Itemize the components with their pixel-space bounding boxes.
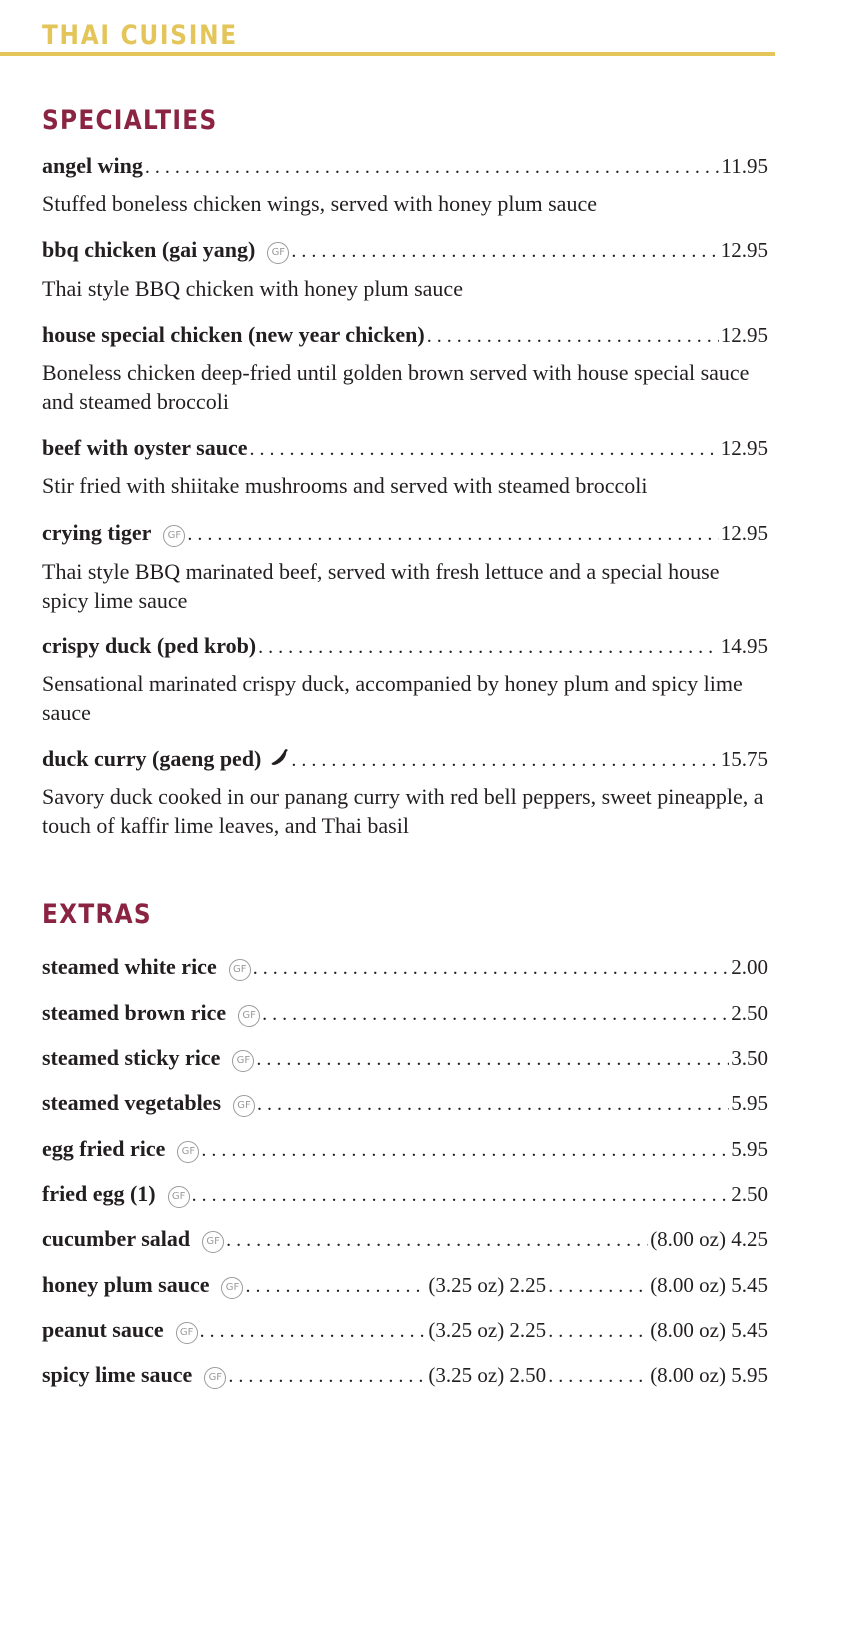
item-price: (8.00 oz) 4.25 bbox=[650, 1227, 768, 1251]
item-description: Savory duck cooked in our panang curry with red bell peppers, sweet pineapple, a touch of kaffir lime leaves, and Thai basil bbox=[42, 784, 764, 838]
item-description: Stuffed boneless chicken wings, served with honey plum sauce bbox=[42, 191, 597, 216]
dot-leader bbox=[145, 153, 720, 181]
section-title-extras: EXTRAS bbox=[42, 899, 152, 930]
dot-leader bbox=[257, 1090, 729, 1118]
dot-leader bbox=[228, 1362, 426, 1390]
item-name: beef with oyster sauce bbox=[42, 435, 248, 460]
dot-leader bbox=[548, 1317, 648, 1345]
menu-item-duck-curry bbox=[42, 745, 768, 840]
extra-item bbox=[42, 953, 768, 983]
item-price: 2.00 bbox=[731, 955, 768, 979]
item-price: 2.50 bbox=[731, 1001, 768, 1025]
item-name: peanut sauce bbox=[42, 1317, 164, 1342]
extra-item bbox=[42, 1271, 768, 1301]
menu-item-house-special-chicken bbox=[42, 321, 768, 416]
item-name: angel wing bbox=[42, 153, 143, 178]
page-title: THAI CUISINE bbox=[42, 20, 238, 51]
item-price: 2.50 bbox=[731, 1182, 768, 1206]
gluten-free-icon: GF bbox=[168, 1186, 190, 1208]
extra-item bbox=[42, 1180, 768, 1210]
dot-leader bbox=[201, 1136, 729, 1164]
extra-item bbox=[42, 999, 768, 1029]
extra-item bbox=[42, 1316, 768, 1346]
item-price: 5.95 bbox=[731, 1137, 768, 1161]
dot-leader bbox=[427, 322, 719, 350]
dot-leader bbox=[250, 435, 719, 463]
dot-leader bbox=[291, 237, 718, 265]
item-price: 3.50 bbox=[731, 1046, 768, 1070]
extra-item bbox=[42, 1225, 768, 1255]
dot-leader bbox=[258, 633, 719, 661]
item-description: Stir fried with shiitake mushrooms and served with steamed broccoli bbox=[42, 473, 648, 498]
item-name: cucumber salad bbox=[42, 1226, 191, 1251]
item-price-small: (3.25 oz) 2.25 bbox=[428, 1273, 547, 1297]
gluten-free-icon: GF bbox=[204, 1367, 226, 1389]
item-name: fried egg (1) bbox=[42, 1181, 156, 1206]
dot-leader bbox=[548, 1272, 648, 1300]
item-price: (8.00 oz) 5.45 bbox=[650, 1318, 768, 1342]
item-price: 5.95 bbox=[731, 1091, 768, 1115]
dot-leader bbox=[291, 746, 718, 774]
gluten-free-icon: GF bbox=[238, 1005, 260, 1027]
item-name: egg fried rice bbox=[42, 1136, 166, 1161]
item-description: Thai style BBQ marinated beef, served with fresh lettuce and a special house spicy lime sauce bbox=[42, 559, 720, 613]
menu-item-beef-oyster-sauce bbox=[42, 434, 768, 500]
dot-leader bbox=[226, 1226, 648, 1254]
item-name: crying tiger bbox=[42, 520, 152, 545]
item-price: 15.75 bbox=[720, 747, 768, 771]
menu-item-crispy-duck bbox=[42, 632, 768, 727]
gluten-free-icon: GF bbox=[163, 525, 185, 547]
dot-leader bbox=[548, 1362, 648, 1390]
item-name: spicy lime sauce bbox=[42, 1362, 193, 1387]
item-price: 12.95 bbox=[720, 238, 768, 262]
item-name: steamed vegetables bbox=[42, 1090, 222, 1115]
item-price: (8.00 oz) 5.95 bbox=[650, 1363, 768, 1387]
dot-leader bbox=[200, 1317, 427, 1345]
chili-pepper-icon bbox=[269, 746, 289, 774]
item-name: steamed sticky rice bbox=[42, 1045, 221, 1070]
gluten-free-icon: GF bbox=[221, 1277, 243, 1299]
item-name: honey plum sauce bbox=[42, 1272, 210, 1297]
extra-item bbox=[42, 1044, 768, 1074]
item-description: Thai style BBQ chicken with honey plum sauce bbox=[42, 276, 463, 301]
dot-leader bbox=[253, 954, 730, 982]
gluten-free-icon: GF bbox=[267, 242, 289, 264]
page-header bbox=[0, 18, 775, 56]
gluten-free-icon: GF bbox=[233, 1095, 255, 1117]
item-name: crispy duck (ped krob) bbox=[42, 633, 257, 658]
section-title-specialties: SPECIALTIES bbox=[42, 105, 218, 136]
dot-leader bbox=[187, 520, 718, 548]
item-price-small: (3.25 oz) 2.25 bbox=[428, 1318, 547, 1342]
gluten-free-icon: GF bbox=[177, 1141, 199, 1163]
dot-leader bbox=[192, 1181, 730, 1209]
item-name: house special chicken (new year chicken) bbox=[42, 322, 425, 347]
item-price: 14.95 bbox=[720, 634, 768, 658]
item-price: 12.95 bbox=[720, 521, 768, 545]
item-name: steamed white rice bbox=[42, 954, 217, 979]
gluten-free-icon: GF bbox=[202, 1231, 224, 1253]
item-price-small: (3.25 oz) 2.50 bbox=[428, 1363, 547, 1387]
gluten-free-icon: GF bbox=[176, 1322, 198, 1344]
extra-item bbox=[42, 1089, 768, 1119]
item-name: bbq chicken (gai yang) bbox=[42, 237, 256, 262]
menu-item-angel-wing bbox=[42, 152, 768, 218]
menu-item-bbq-chicken bbox=[42, 236, 768, 303]
gluten-free-icon: GF bbox=[232, 1050, 254, 1072]
item-description: Boneless chicken deep-fried until golden brown served with house special sauce and steamed broccoli bbox=[42, 360, 750, 414]
dot-leader bbox=[256, 1045, 729, 1073]
item-price: 12.95 bbox=[720, 323, 768, 347]
menu-item-crying-tiger bbox=[42, 519, 768, 615]
item-name: duck curry (gaeng ped) bbox=[42, 746, 262, 771]
item-description: Sensational marinated crispy duck, accompanied by honey plum and spicy lime sauce bbox=[42, 671, 743, 725]
dot-leader bbox=[245, 1272, 426, 1300]
item-price: (8.00 oz) 5.45 bbox=[650, 1273, 768, 1297]
item-price: 12.95 bbox=[720, 436, 768, 460]
gluten-free-icon: GF bbox=[229, 959, 251, 981]
extra-item bbox=[42, 1135, 768, 1165]
item-price: 11.95 bbox=[721, 154, 768, 178]
item-name: steamed brown rice bbox=[42, 1000, 227, 1025]
dot-leader bbox=[262, 1000, 729, 1028]
extra-item bbox=[42, 1361, 768, 1391]
